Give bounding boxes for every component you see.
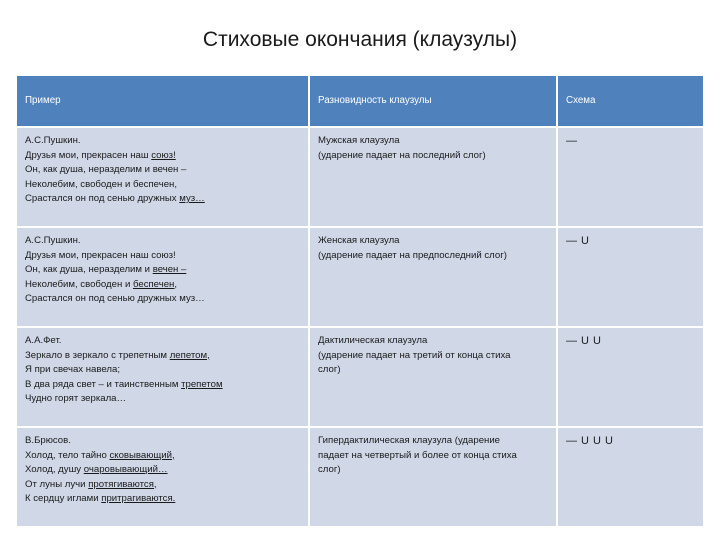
clausula-type-cell — [309, 327, 557, 427]
verse-text: Друзья мои, прекрасен наш — [25, 149, 152, 161]
clausula-table — [17, 76, 703, 528]
example-cell — [17, 127, 309, 227]
clausula-type-line: (ударение падает на предпоследний слог) — [318, 249, 507, 261]
table-body — [17, 127, 703, 527]
verse-line — [25, 192, 300, 207]
verse-text: Холод, душу — [25, 464, 84, 475]
verse-text: Я при свечах навела; — [25, 364, 120, 375]
table-row — [17, 227, 703, 327]
header-scheme: Схема — [557, 76, 703, 127]
verse-line — [25, 234, 300, 249]
verse-text: Срастался он под сенью дружных муз… — [25, 293, 205, 304]
verse-text: Друзья мои, прекрасен наш союз! — [25, 249, 176, 261]
table-row — [17, 427, 703, 527]
verse-line — [25, 478, 300, 493]
slide-title: Стиховые окончания (клаузулы) — [202, 28, 518, 51]
verse-text: Неколебим, свободен и беспечен, — [25, 178, 177, 190]
rhyme-word: союз! — [151, 149, 176, 161]
verse-text: Он, как душа, неразделим и вечен – — [25, 164, 187, 175]
verse-line — [25, 334, 300, 349]
verse-line — [25, 149, 300, 164]
clausula-type-line: Дактилическая клаузула — [318, 335, 428, 346]
clausula-type-cell — [309, 427, 557, 527]
meter-scheme: — U U U — [566, 435, 614, 447]
clausula-type-cell — [309, 227, 557, 327]
clausula-type-line: слог) — [318, 464, 341, 475]
verse-text: А.С.Пушкин. — [25, 235, 81, 246]
verse-line — [25, 178, 300, 193]
verse-line — [25, 163, 300, 178]
rhyme-word: протягиваются, — [88, 478, 157, 490]
verse-text: Он, как душа, неразделим и — [25, 264, 153, 275]
rhyme-word: притрагиваются. — [101, 493, 176, 504]
table-row — [17, 327, 703, 427]
rhyme-word: лепетом, — [169, 349, 210, 361]
verse-line — [25, 349, 300, 364]
rhyme-word: беспечен, — [132, 278, 177, 290]
scheme-cell — [557, 127, 703, 227]
clausula-type-line: слог) — [318, 364, 341, 375]
meter-scheme: — U U — [566, 335, 602, 347]
rhyme-word: вечен – — [152, 264, 187, 275]
rhyme-word: очаровывающий… — [83, 464, 168, 475]
verse-line — [25, 278, 300, 293]
verse-text: Чудно горят зеркала… — [25, 393, 127, 404]
clausula-type-line: (ударение падает на третий от конца стиха — [318, 349, 511, 361]
verse-line — [25, 492, 300, 507]
verse-text: В.Брюсов. — [25, 435, 71, 446]
clausula-type-line: Женская клаузула — [318, 235, 400, 246]
verse-text: Неколебим, свободен и — [25, 278, 133, 290]
verse-text: Зеркало в зеркало с трепетным — [25, 349, 170, 361]
clausula-type-line: (ударение падает на последний слог) — [318, 149, 486, 161]
verse-text: От луны лучи — [25, 478, 89, 490]
clausula-type-line: падает на четвертый и более от конца стиха — [318, 449, 517, 461]
example-cell — [17, 227, 309, 327]
verse-line — [25, 463, 300, 478]
table-row — [17, 127, 703, 227]
verse-text: К сердцу иглами — [25, 493, 102, 504]
example-cell — [17, 327, 309, 427]
verse-text: А.А.Фет. — [25, 335, 62, 346]
clausula-type-cell — [309, 127, 557, 227]
verse-line — [25, 434, 300, 449]
meter-scheme: — U — [566, 235, 590, 247]
header-example: Пример — [17, 76, 309, 127]
verse-line — [25, 363, 300, 378]
scheme-cell — [557, 327, 703, 427]
verse-line — [25, 249, 300, 264]
clausula-type-line: Мужская клаузула — [318, 135, 400, 146]
verse-text: В два ряда свет – и таинственным — [25, 378, 182, 390]
meter-scheme: — — [566, 135, 578, 147]
verse-line — [25, 392, 300, 407]
verse-text: А.С.Пушкин. — [25, 135, 81, 146]
clausula-type-line: Гипердактилическая клаузула (ударение — [318, 435, 501, 446]
rhyme-word: трепетом — [181, 378, 223, 390]
scheme-cell — [557, 427, 703, 527]
header-clausula-type: Разновидность клаузулы — [309, 76, 557, 127]
example-cell — [17, 427, 309, 527]
verse-line — [25, 292, 300, 307]
verse-line — [25, 449, 300, 464]
rhyme-word: сковывающий, — [109, 449, 175, 461]
verse-text: Холод, тело тайно — [25, 449, 110, 461]
verse-line — [25, 134, 300, 149]
table-header-row — [17, 76, 703, 127]
scheme-cell — [557, 227, 703, 327]
verse-line — [25, 378, 300, 393]
verse-text: Срастался он под сенью дружных — [25, 193, 180, 204]
rhyme-word: муз… — [179, 193, 205, 204]
verse-line — [25, 263, 300, 278]
